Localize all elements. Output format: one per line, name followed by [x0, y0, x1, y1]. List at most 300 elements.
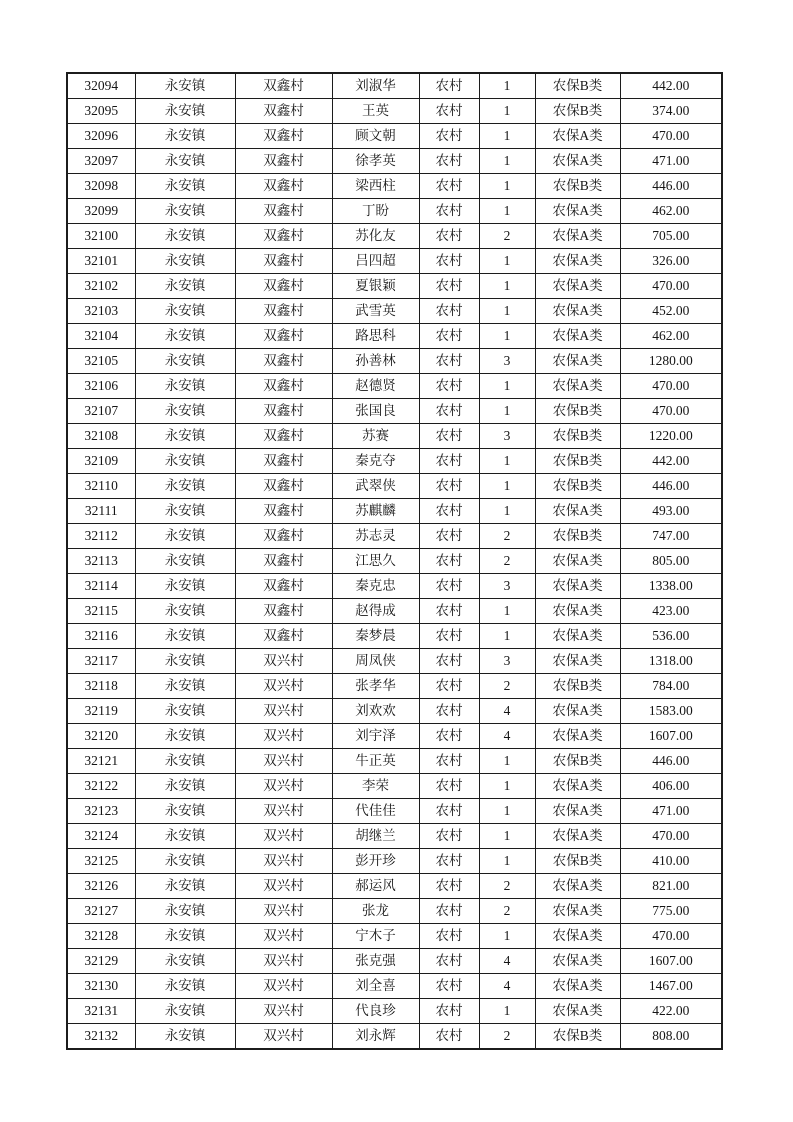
- table-row: [67, 774, 722, 799]
- cell-village: 双鑫村: [235, 349, 332, 374]
- cell-amount: 536.00: [620, 624, 722, 649]
- cell-id: 32113: [67, 549, 135, 574]
- cell-insurance-category: 农保B类: [535, 474, 620, 499]
- cell-person-count: 1: [479, 599, 535, 624]
- cell-id: 32102: [67, 274, 135, 299]
- table-row: [67, 674, 722, 699]
- cell-id: 32125: [67, 849, 135, 874]
- cell-residence-type: 农村: [419, 124, 479, 149]
- table-row: [67, 424, 722, 449]
- cell-insurance-category: 农保A类: [535, 149, 620, 174]
- cell-person-name: 秦克忠: [332, 574, 419, 599]
- cell-insurance-category: 农保A类: [535, 724, 620, 749]
- table-row: [67, 849, 722, 874]
- cell-id: 32129: [67, 949, 135, 974]
- cell-amount: 471.00: [620, 799, 722, 824]
- table-row: [67, 874, 722, 899]
- table-body: [67, 73, 722, 1049]
- cell-person-name: 梁西柱: [332, 174, 419, 199]
- cell-town: 永安镇: [135, 349, 235, 374]
- cell-insurance-category: 农保A类: [535, 774, 620, 799]
- cell-person-count: 1: [479, 199, 535, 224]
- cell-village: 双兴村: [235, 799, 332, 824]
- cell-person-count: 1: [479, 99, 535, 124]
- cell-village: 双鑫村: [235, 549, 332, 574]
- cell-town: 永安镇: [135, 849, 235, 874]
- cell-village: 双兴村: [235, 899, 332, 924]
- cell-id: 32098: [67, 174, 135, 199]
- cell-id: 32118: [67, 674, 135, 699]
- cell-id: 32128: [67, 924, 135, 949]
- cell-person-name: 吕四超: [332, 249, 419, 274]
- table-row: [67, 349, 722, 374]
- cell-residence-type: 农村: [419, 474, 479, 499]
- cell-insurance-category: 农保B类: [535, 749, 620, 774]
- cell-town: 永安镇: [135, 599, 235, 624]
- cell-town: 永安镇: [135, 899, 235, 924]
- table-row: [67, 724, 722, 749]
- cell-insurance-category: 农保A类: [535, 249, 620, 274]
- cell-person-count: 2: [479, 899, 535, 924]
- cell-insurance-category: 农保A类: [535, 549, 620, 574]
- cell-insurance-category: 农保A类: [535, 949, 620, 974]
- cell-town: 永安镇: [135, 699, 235, 724]
- cell-person-name: 苏志灵: [332, 524, 419, 549]
- cell-person-count: 1: [479, 449, 535, 474]
- cell-town: 永安镇: [135, 274, 235, 299]
- cell-id: 32131: [67, 999, 135, 1024]
- cell-person-name: 张克强: [332, 949, 419, 974]
- cell-person-name: 宁木子: [332, 924, 419, 949]
- cell-town: 永安镇: [135, 974, 235, 999]
- cell-person-count: 2: [479, 224, 535, 249]
- cell-person-count: 1: [479, 474, 535, 499]
- cell-town: 永安镇: [135, 624, 235, 649]
- cell-village: 双鑫村: [235, 474, 332, 499]
- cell-amount: 775.00: [620, 899, 722, 924]
- cell-insurance-category: 农保A类: [535, 924, 620, 949]
- cell-person-count: 1: [479, 399, 535, 424]
- cell-amount: 747.00: [620, 524, 722, 549]
- cell-insurance-category: 农保A类: [535, 649, 620, 674]
- cell-residence-type: 农村: [419, 549, 479, 574]
- cell-amount: 470.00: [620, 399, 722, 424]
- cell-id: 32095: [67, 99, 135, 124]
- table-row: [67, 249, 722, 274]
- cell-amount: 1583.00: [620, 699, 722, 724]
- cell-id: 32097: [67, 149, 135, 174]
- cell-person-name: 刘淑华: [332, 73, 419, 99]
- table-row: [67, 274, 722, 299]
- cell-person-name: 孙善林: [332, 349, 419, 374]
- cell-insurance-category: 农保A类: [535, 974, 620, 999]
- cell-village: 双兴村: [235, 974, 332, 999]
- cell-town: 永安镇: [135, 949, 235, 974]
- cell-id: 32120: [67, 724, 135, 749]
- cell-residence-type: 农村: [419, 149, 479, 174]
- table-row: [67, 499, 722, 524]
- table-row: [67, 799, 722, 824]
- table-row: [67, 299, 722, 324]
- cell-insurance-category: 农保B类: [535, 524, 620, 549]
- cell-insurance-category: 农保A类: [535, 349, 620, 374]
- cell-insurance-category: 农保A类: [535, 499, 620, 524]
- cell-person-name: 刘宇泽: [332, 724, 419, 749]
- cell-village: 双鑫村: [235, 73, 332, 99]
- cell-person-name: 顾文朝: [332, 124, 419, 149]
- table-row: [67, 324, 722, 349]
- cell-person-count: 1: [479, 849, 535, 874]
- cell-town: 永安镇: [135, 649, 235, 674]
- cell-town: 永安镇: [135, 749, 235, 774]
- cell-id: 32126: [67, 874, 135, 899]
- cell-person-name: 牛正英: [332, 749, 419, 774]
- cell-amount: 446.00: [620, 174, 722, 199]
- cell-residence-type: 农村: [419, 924, 479, 949]
- cell-person-count: 1: [479, 824, 535, 849]
- cell-insurance-category: 农保A类: [535, 874, 620, 899]
- cell-amount: 1220.00: [620, 424, 722, 449]
- table-row: [67, 624, 722, 649]
- cell-insurance-category: 农保A类: [535, 624, 620, 649]
- cell-person-name: 胡继兰: [332, 824, 419, 849]
- cell-town: 永安镇: [135, 874, 235, 899]
- cell-person-count: 1: [479, 499, 535, 524]
- cell-residence-type: 农村: [419, 73, 479, 99]
- cell-person-name: 路思科: [332, 324, 419, 349]
- cell-id: 32112: [67, 524, 135, 549]
- cell-town: 永安镇: [135, 999, 235, 1024]
- cell-residence-type: 农村: [419, 899, 479, 924]
- cell-village: 双鑫村: [235, 449, 332, 474]
- cell-insurance-category: 农保A类: [535, 299, 620, 324]
- cell-amount: 1280.00: [620, 349, 722, 374]
- cell-amount: 446.00: [620, 474, 722, 499]
- cell-person-count: 4: [479, 724, 535, 749]
- cell-town: 永安镇: [135, 1024, 235, 1050]
- cell-id: 32099: [67, 199, 135, 224]
- cell-person-name: 秦梦晨: [332, 624, 419, 649]
- cell-id: 32103: [67, 299, 135, 324]
- cell-person-count: 1: [479, 149, 535, 174]
- cell-person-count: 2: [479, 1024, 535, 1050]
- table-row: [67, 449, 722, 474]
- cell-insurance-category: 农保A类: [535, 124, 620, 149]
- cell-person-name: 刘永辉: [332, 1024, 419, 1050]
- cell-person-name: 秦克夺: [332, 449, 419, 474]
- cell-id: 32114: [67, 574, 135, 599]
- table-row: [67, 374, 722, 399]
- cell-amount: 1467.00: [620, 974, 722, 999]
- cell-town: 永安镇: [135, 199, 235, 224]
- cell-residence-type: 农村: [419, 574, 479, 599]
- cell-village: 双鑫村: [235, 524, 332, 549]
- cell-person-name: 苏麒麟: [332, 499, 419, 524]
- cell-residence-type: 农村: [419, 524, 479, 549]
- table-row: [67, 174, 722, 199]
- cell-person-count: 1: [479, 749, 535, 774]
- cell-amount: 442.00: [620, 73, 722, 99]
- cell-residence-type: 农村: [419, 199, 479, 224]
- table-row: [67, 699, 722, 724]
- cell-person-count: 3: [479, 574, 535, 599]
- cell-person-count: 2: [479, 524, 535, 549]
- cell-village: 双鑫村: [235, 599, 332, 624]
- pension-roster-table: [66, 72, 723, 1050]
- cell-residence-type: 农村: [419, 374, 479, 399]
- cell-id: 32107: [67, 399, 135, 424]
- cell-id: 32121: [67, 749, 135, 774]
- cell-person-name: 武雪英: [332, 299, 419, 324]
- cell-town: 永安镇: [135, 774, 235, 799]
- cell-insurance-category: 农保B类: [535, 1024, 620, 1050]
- cell-person-name: 王英: [332, 99, 419, 124]
- cell-village: 双兴村: [235, 1024, 332, 1050]
- cell-person-count: 3: [479, 424, 535, 449]
- cell-amount: 470.00: [620, 374, 722, 399]
- cell-person-name: 徐孝英: [332, 149, 419, 174]
- table-row: [67, 574, 722, 599]
- cell-amount: 821.00: [620, 874, 722, 899]
- cell-id: 32124: [67, 824, 135, 849]
- cell-town: 永安镇: [135, 99, 235, 124]
- cell-residence-type: 农村: [419, 274, 479, 299]
- cell-village: 双兴村: [235, 999, 332, 1024]
- cell-village: 双兴村: [235, 874, 332, 899]
- cell-id: 32101: [67, 249, 135, 274]
- cell-village: 双鑫村: [235, 499, 332, 524]
- cell-amount: 471.00: [620, 149, 722, 174]
- cell-village: 双兴村: [235, 649, 332, 674]
- cell-village: 双兴村: [235, 824, 332, 849]
- cell-person-name: 郝运风: [332, 874, 419, 899]
- cell-person-name: 刘欢欢: [332, 699, 419, 724]
- cell-person-name: 赵德贤: [332, 374, 419, 399]
- cell-person-count: 2: [479, 549, 535, 574]
- cell-amount: 1338.00: [620, 574, 722, 599]
- table-row: [67, 224, 722, 249]
- cell-id: 32094: [67, 73, 135, 99]
- cell-amount: 470.00: [620, 824, 722, 849]
- cell-amount: 452.00: [620, 299, 722, 324]
- table-row: [67, 974, 722, 999]
- cell-town: 永安镇: [135, 299, 235, 324]
- cell-person-count: 1: [479, 299, 535, 324]
- cell-village: 双鑫村: [235, 324, 332, 349]
- cell-insurance-category: 农保B类: [535, 849, 620, 874]
- cell-amount: 705.00: [620, 224, 722, 249]
- cell-residence-type: 农村: [419, 724, 479, 749]
- cell-id: 32116: [67, 624, 135, 649]
- cell-town: 永安镇: [135, 549, 235, 574]
- cell-residence-type: 农村: [419, 624, 479, 649]
- cell-person-name: 张孝华: [332, 674, 419, 699]
- cell-amount: 470.00: [620, 124, 722, 149]
- cell-amount: 462.00: [620, 324, 722, 349]
- cell-residence-type: 农村: [419, 824, 479, 849]
- cell-residence-type: 农村: [419, 699, 479, 724]
- cell-amount: 1607.00: [620, 949, 722, 974]
- cell-amount: 423.00: [620, 599, 722, 624]
- cell-town: 永安镇: [135, 574, 235, 599]
- cell-town: 永安镇: [135, 174, 235, 199]
- cell-insurance-category: 农保B类: [535, 449, 620, 474]
- cell-village: 双鑫村: [235, 224, 332, 249]
- cell-town: 永安镇: [135, 824, 235, 849]
- cell-id: 32106: [67, 374, 135, 399]
- cell-person-count: 1: [479, 774, 535, 799]
- cell-person-name: 苏赛: [332, 424, 419, 449]
- table-row: [67, 549, 722, 574]
- cell-insurance-category: 农保A类: [535, 324, 620, 349]
- table-row: [67, 399, 722, 424]
- cell-person-name: 张国良: [332, 399, 419, 424]
- cell-insurance-category: 农保B类: [535, 399, 620, 424]
- cell-person-name: 苏化友: [332, 224, 419, 249]
- cell-insurance-category: 农保A类: [535, 274, 620, 299]
- cell-insurance-category: 农保B类: [535, 674, 620, 699]
- cell-amount: 374.00: [620, 99, 722, 124]
- cell-town: 永安镇: [135, 149, 235, 174]
- cell-village: 双鑫村: [235, 124, 332, 149]
- cell-residence-type: 农村: [419, 249, 479, 274]
- cell-insurance-category: 农保B类: [535, 174, 620, 199]
- cell-insurance-category: 农保A类: [535, 899, 620, 924]
- cell-amount: 808.00: [620, 1024, 722, 1050]
- cell-person-name: 刘全喜: [332, 974, 419, 999]
- cell-person-name: 李荣: [332, 774, 419, 799]
- cell-id: 32123: [67, 799, 135, 824]
- cell-town: 永安镇: [135, 924, 235, 949]
- cell-person-name: 代佳佳: [332, 799, 419, 824]
- cell-insurance-category: 农保A类: [535, 699, 620, 724]
- cell-insurance-category: 农保A类: [535, 199, 620, 224]
- table-row: [67, 749, 722, 774]
- cell-residence-type: 农村: [419, 1024, 479, 1050]
- cell-person-count: 3: [479, 349, 535, 374]
- cell-person-name: 武翠侠: [332, 474, 419, 499]
- cell-person-count: 1: [479, 924, 535, 949]
- cell-person-count: 1: [479, 124, 535, 149]
- cell-residence-type: 农村: [419, 849, 479, 874]
- cell-person-count: 1: [479, 999, 535, 1024]
- cell-residence-type: 农村: [419, 349, 479, 374]
- cell-village: 双鑫村: [235, 574, 332, 599]
- cell-insurance-category: 农保A类: [535, 374, 620, 399]
- cell-id: 32105: [67, 349, 135, 374]
- cell-person-name: 周凤侠: [332, 649, 419, 674]
- cell-amount: 446.00: [620, 749, 722, 774]
- cell-town: 永安镇: [135, 124, 235, 149]
- cell-town: 永安镇: [135, 73, 235, 99]
- cell-village: 双兴村: [235, 699, 332, 724]
- cell-person-count: 4: [479, 949, 535, 974]
- table-row: [67, 124, 722, 149]
- cell-amount: 462.00: [620, 199, 722, 224]
- table-row: [67, 824, 722, 849]
- cell-residence-type: 农村: [419, 224, 479, 249]
- cell-village: 双兴村: [235, 674, 332, 699]
- cell-person-name: 张龙: [332, 899, 419, 924]
- cell-residence-type: 农村: [419, 874, 479, 899]
- cell-person-name: 夏银颖: [332, 274, 419, 299]
- cell-person-count: 2: [479, 874, 535, 899]
- cell-village: 双鑫村: [235, 99, 332, 124]
- cell-village: 双鑫村: [235, 299, 332, 324]
- cell-id: 32117: [67, 649, 135, 674]
- cell-village: 双鑫村: [235, 199, 332, 224]
- cell-person-count: 1: [479, 374, 535, 399]
- cell-village: 双兴村: [235, 924, 332, 949]
- cell-residence-type: 农村: [419, 999, 479, 1024]
- cell-amount: 410.00: [620, 849, 722, 874]
- cell-id: 32109: [67, 449, 135, 474]
- cell-village: 双兴村: [235, 724, 332, 749]
- cell-amount: 470.00: [620, 924, 722, 949]
- cell-village: 双兴村: [235, 749, 332, 774]
- cell-id: 32127: [67, 899, 135, 924]
- cell-residence-type: 农村: [419, 174, 479, 199]
- cell-id: 32100: [67, 224, 135, 249]
- cell-amount: 422.00: [620, 999, 722, 1024]
- table-row: [67, 599, 722, 624]
- table-row: [67, 199, 722, 224]
- cell-person-name: 丁盼: [332, 199, 419, 224]
- cell-amount: 1318.00: [620, 649, 722, 674]
- table-row: [67, 899, 722, 924]
- cell-residence-type: 农村: [419, 949, 479, 974]
- cell-town: 永安镇: [135, 499, 235, 524]
- cell-residence-type: 农村: [419, 299, 479, 324]
- table-row: [67, 149, 722, 174]
- cell-person-count: 1: [479, 624, 535, 649]
- cell-village: 双鑫村: [235, 274, 332, 299]
- cell-person-count: 1: [479, 324, 535, 349]
- table-row: [67, 999, 722, 1024]
- cell-residence-type: 农村: [419, 749, 479, 774]
- cell-town: 永安镇: [135, 449, 235, 474]
- cell-amount: 493.00: [620, 499, 722, 524]
- cell-id: 32104: [67, 324, 135, 349]
- cell-residence-type: 农村: [419, 599, 479, 624]
- cell-village: 双鑫村: [235, 399, 332, 424]
- cell-town: 永安镇: [135, 674, 235, 699]
- cell-insurance-category: 农保A类: [535, 224, 620, 249]
- cell-insurance-category: 农保A类: [535, 824, 620, 849]
- cell-amount: 442.00: [620, 449, 722, 474]
- cell-person-name: 代良珍: [332, 999, 419, 1024]
- cell-person-count: 1: [479, 174, 535, 199]
- cell-town: 永安镇: [135, 724, 235, 749]
- cell-village: 双鑫村: [235, 249, 332, 274]
- cell-id: 32119: [67, 699, 135, 724]
- cell-village: 双兴村: [235, 949, 332, 974]
- cell-insurance-category: 农保B类: [535, 424, 620, 449]
- cell-residence-type: 农村: [419, 324, 479, 349]
- cell-town: 永安镇: [135, 324, 235, 349]
- cell-town: 永安镇: [135, 374, 235, 399]
- cell-residence-type: 农村: [419, 449, 479, 474]
- cell-person-name: 江思久: [332, 549, 419, 574]
- cell-insurance-category: 农保A类: [535, 599, 620, 624]
- cell-village: 双鑫村: [235, 149, 332, 174]
- cell-residence-type: 农村: [419, 974, 479, 999]
- cell-amount: 326.00: [620, 249, 722, 274]
- table-row: [67, 524, 722, 549]
- cell-id: 32096: [67, 124, 135, 149]
- cell-residence-type: 农村: [419, 499, 479, 524]
- cell-residence-type: 农村: [419, 674, 479, 699]
